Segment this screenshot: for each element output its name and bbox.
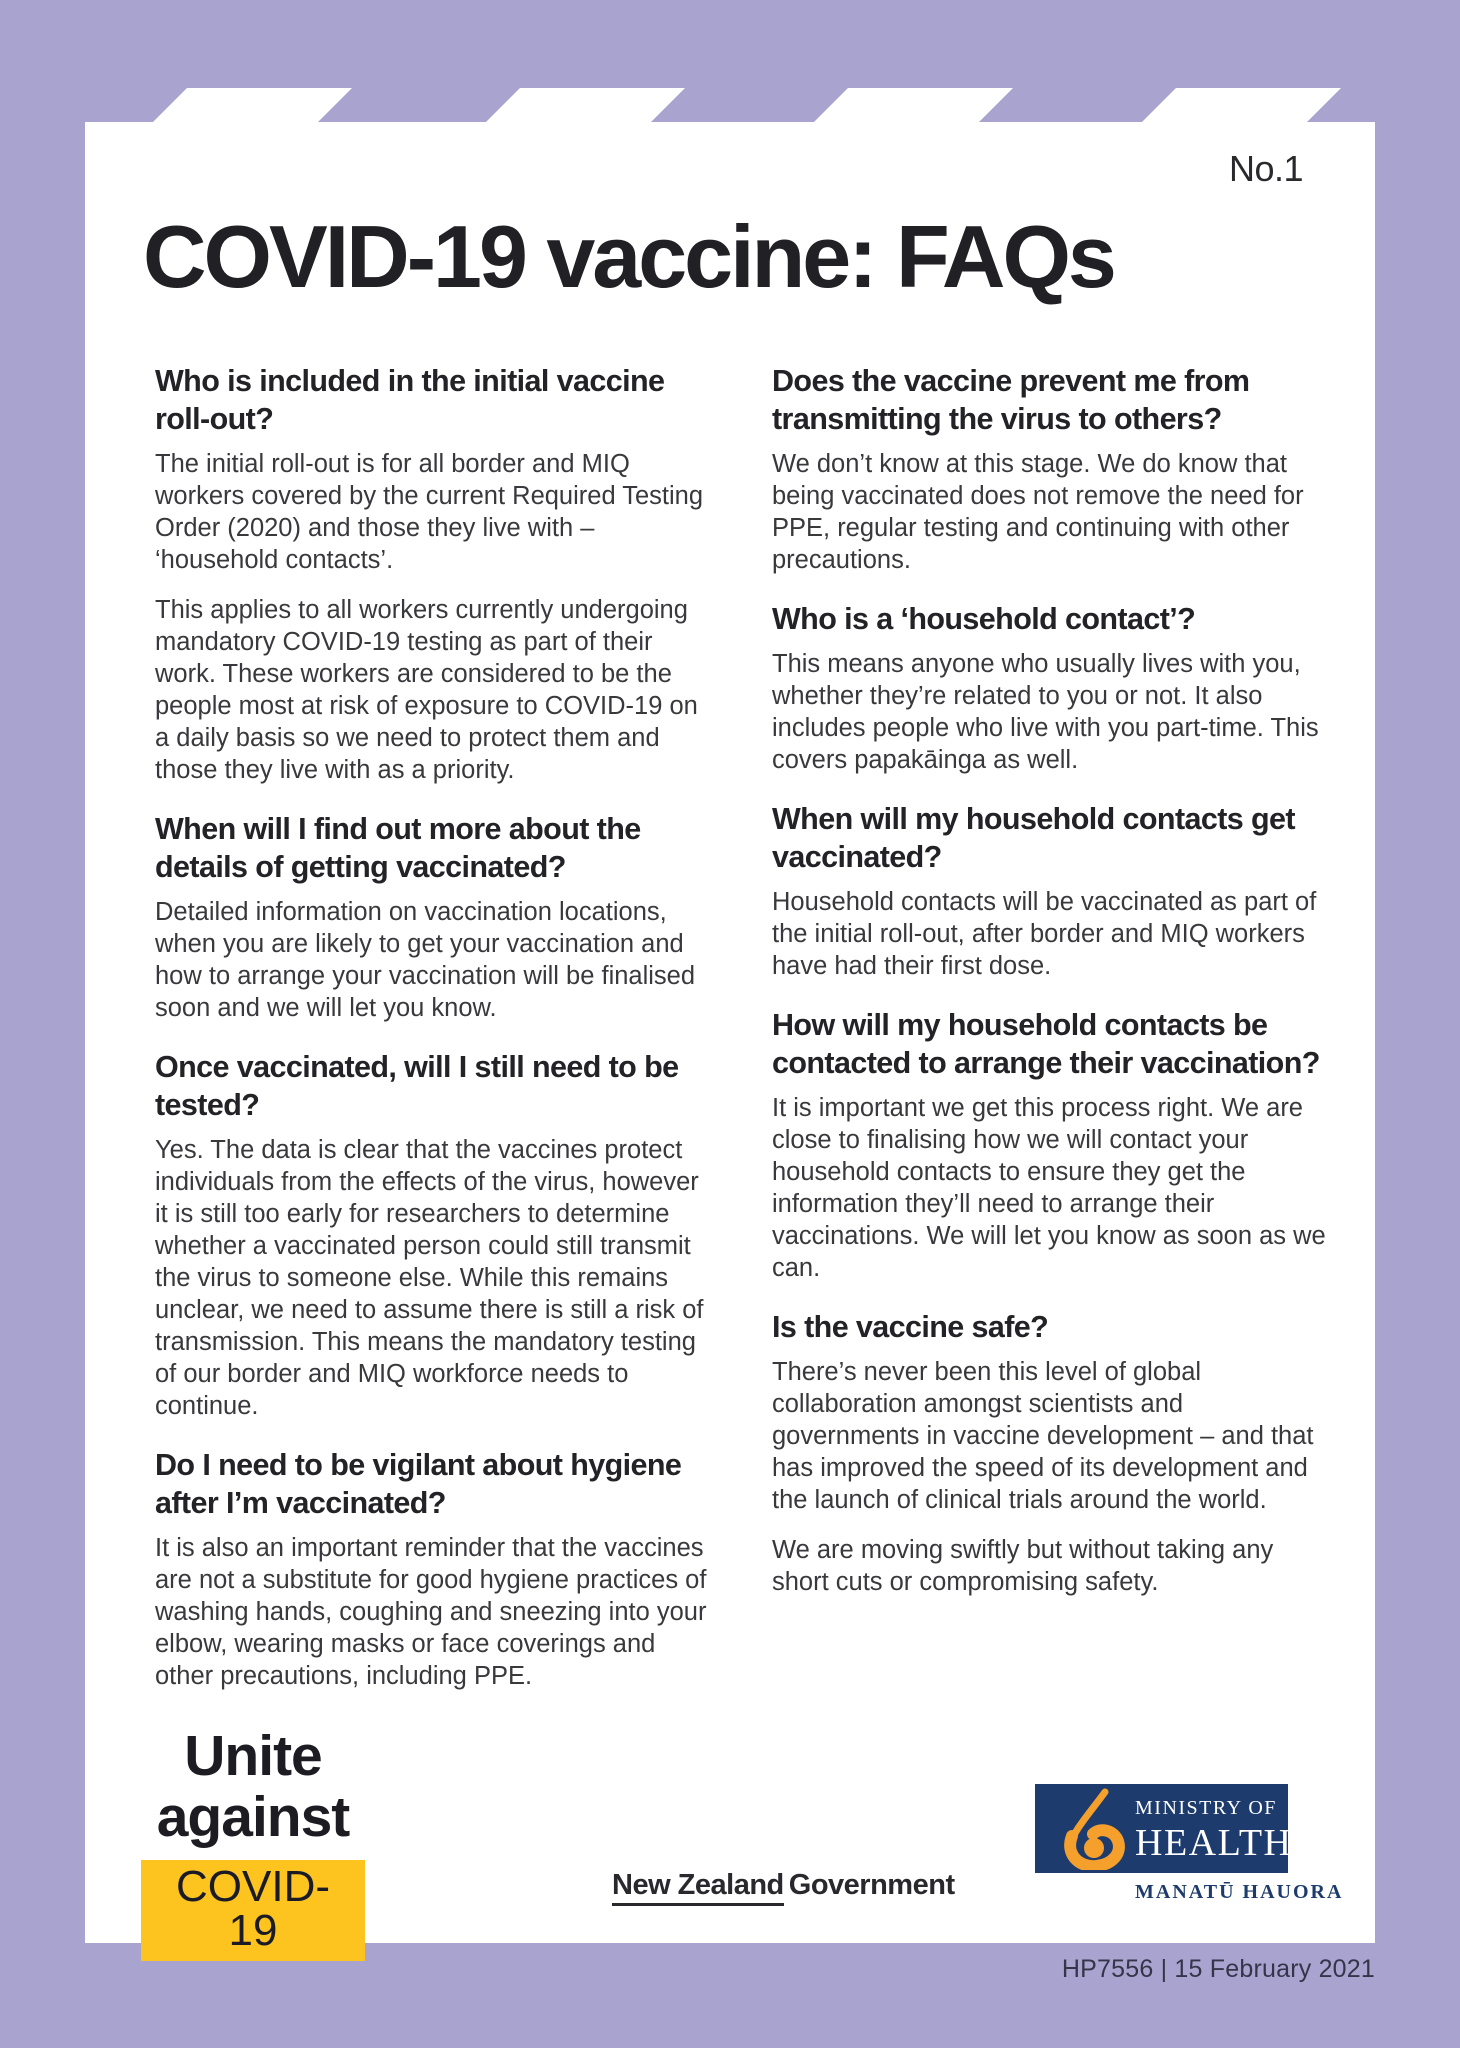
faq-answer-paragraph: Detailed information on vaccination locations, when you are likely to get your vaccination and how to arrange your vaccination will be finalised soon and we will let you know. xyxy=(155,898,696,1022)
page-title: COVID-19 vaccine: FAQs xyxy=(143,207,1114,306)
torn-edge-tab xyxy=(813,88,1013,123)
faq-question: How will my household contacts be contacted to arrange their vaccination? xyxy=(772,1008,1320,1080)
faq-answer-paragraph: We don’t know at this stage. We do know that being vaccinated does not remove the need for PPE, regular testing and continuing with other precautions. xyxy=(772,450,1304,574)
faq-column-right xyxy=(772,362,1333,1716)
faq-answer-paragraph: This means anyone who usually lives with you, whether they’re related to you or not. It also includes people who live with you part-time. This covers papakāinga as well. xyxy=(772,650,1319,774)
ministry-of-health-logo xyxy=(1035,1784,1344,1904)
torn-edge-tab xyxy=(152,88,352,123)
faq-section xyxy=(155,810,716,1024)
koru-icon xyxy=(1041,1788,1133,1875)
ministry-of-health-logo-text xyxy=(1135,1797,1292,1865)
faq-section xyxy=(155,1048,716,1422)
ministry-of-health-line2: HEALTH xyxy=(1135,1822,1293,1864)
faq-section xyxy=(772,800,1333,982)
unite-logo-line: against xyxy=(156,1785,350,1849)
faq-section xyxy=(772,1006,1333,1284)
nz-government-logo xyxy=(612,1869,955,1902)
faq-question: Does the vaccine prevent me from transmitting the virus to others? xyxy=(772,364,1250,436)
ministry-of-health-line1: MINISTRY OF xyxy=(1135,1797,1277,1819)
faq-column-left xyxy=(155,362,716,1716)
faq-question: Once vaccinated, will I still need to be tested? xyxy=(155,1050,679,1122)
faq-columns xyxy=(155,362,1333,1716)
covid19-yellow-badge: COVID-19 xyxy=(141,1860,365,1961)
torn-edge-tab xyxy=(485,88,685,123)
faq-question: When will my household contacts get vaccinated? xyxy=(772,802,1295,874)
issue-number: No.1 xyxy=(1228,148,1303,189)
faq-question: Is the vaccine safe? xyxy=(772,1310,1049,1344)
faq-answer-paragraph: The initial roll-out is for all border and MIQ workers covered by the current Required Testing Order (2020) and those they live with – ‘household contacts’. xyxy=(155,450,704,574)
faq-answer-paragraph: This applies to all workers currently undergoing mandatory COVID-19 testing as part of their work. These workers are considered to be the people most at risk of exposure to COVID-19 on a daily basis so we need to protect them and those they live with as a priority. xyxy=(155,596,698,784)
publication-code: HP7556 | 15 February 2021 xyxy=(1061,1955,1375,1983)
faq-section xyxy=(155,1446,716,1692)
faq-answer-paragraph: It is also an important reminder that the vaccines are not a substitute for good hygiene practices of washing hands, coughing and sneezing into your elbow, wearing masks or face coverings and other precautions, including PPE. xyxy=(155,1534,707,1690)
unite-logo-line: Unite xyxy=(184,1724,322,1788)
faq-question: Who is a ‘household contact’? xyxy=(772,602,1196,636)
nz-government-logo-underlined: New Zealand xyxy=(612,1869,784,1906)
poster-card xyxy=(85,122,1375,1955)
faq-question: Who is included in the initial vaccine roll-out? xyxy=(155,364,665,436)
faq-answer-paragraph: There’s never been this level of global collaboration amongst scientists and governments in vaccine development – and that has improved the speed of its development and the launch of clinical trials around the world. xyxy=(772,1358,1314,1514)
unite-against-covid19-logo xyxy=(141,1726,365,1961)
faq-question: When will I find out more about the details of getting vaccinated? xyxy=(155,812,641,884)
ministry-of-health-logo-box xyxy=(1035,1784,1293,1873)
faq-answer-paragraph: It is important we get this process right. We are close to finalising how we will contact your household contacts to ensure they get the information they’ll need to arrange their vaccinations. We will let you know as soon as we can. xyxy=(772,1094,1326,1282)
manatu-hauora-label: MANATŪ HAUORA xyxy=(1135,1881,1344,1903)
faq-section xyxy=(772,1308,1333,1598)
faq-section xyxy=(772,600,1333,776)
faq-section xyxy=(155,362,716,786)
faq-answer-paragraph: We are moving swiftly but without taking any short cuts or compromising safety. xyxy=(772,1536,1274,1596)
faq-answer-paragraph: Yes. The data is clear that the vaccines protect individuals from the effects of the virus, however it is still too early for researchers to determine whether a vaccinated person could still transmit the virus to someone else. While this remains unclear, we need to assume there is still a risk of transmission. This means the mandatory testing of our border and MIQ workforce needs to continue. xyxy=(155,1136,704,1420)
faq-section xyxy=(772,362,1333,576)
nz-government-logo-rest: Government xyxy=(788,1869,955,1901)
faq-answer-paragraph: Household contacts will be vaccinated as part of the initial roll-out, after border and MIQ workers have had their first dose. xyxy=(772,888,1317,980)
torn-edge-tab xyxy=(1141,88,1341,123)
faq-question: Do I need to be vigilant about hygiene after I’m vaccinated? xyxy=(155,1448,682,1520)
